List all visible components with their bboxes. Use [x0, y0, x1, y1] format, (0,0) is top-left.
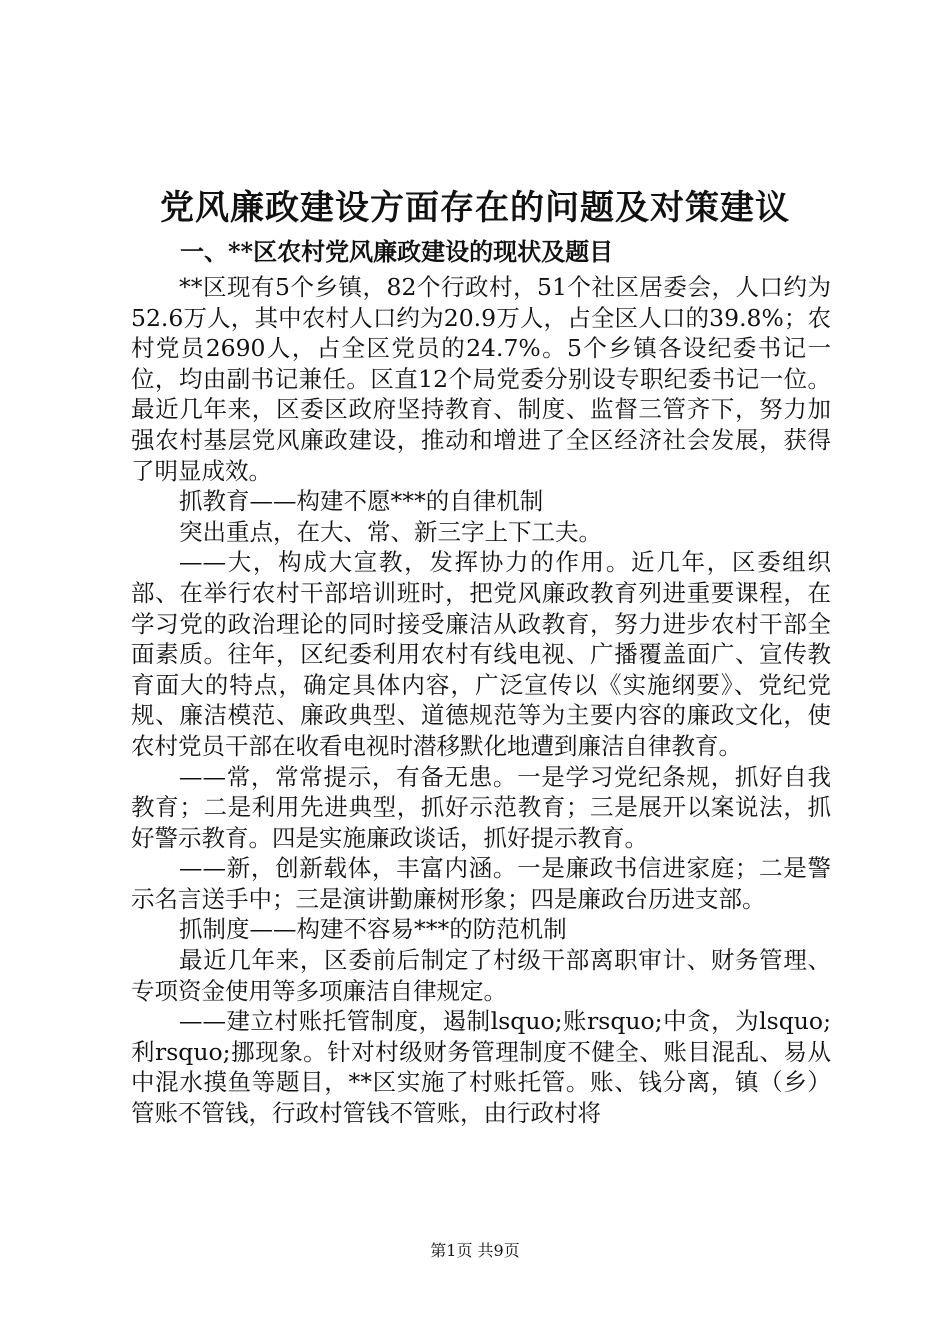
paragraph: ——大，构成大宣教，发挥协力的作用。近几年，区委组织部、在举行农村干部培训班时，把党风廉政教育列进重要课程，在学习党的政治理论的同时接受廉洁从政教育，努力进步农村干部全面素质。往年，区纪委利用农村有线电视、广播覆盖面广、宣传教育面大的特点，确定具体内容，广泛宣传以《实施纲要》、党纪党规、廉洁模范、廉政典型、道德规范等为主要内容的廉政文化，使农村党员干部在收看电视时潜移默化地遭到廉洁自律教育。 [131, 548, 831, 760]
paragraph: 抓制度——构建不容易***的防范机制 [179, 915, 567, 944]
paragraph: ——新，创新载体，丰富内涵。一是廉政书信进家庭；二是警示名言送手中；三是演讲勤廉树形象；四是廉政台历进支部。 [131, 854, 831, 913]
page-number-footer: 第1页 共9页 [430, 1241, 520, 1260]
paragraph: ——建立村账托管制度，遏制lsquo;账rsquo;中贪，为lsquo;利rsquo;挪现象。针对村级财务管理制度不健全、账目混乱、易从中混水摸鱼等题目，**区实施了村账托管。账、钱分离，镇（乡）管账不管钱，行政村管钱不管账，由行政村将 [131, 1007, 831, 1128]
paragraph: 最近几年来，区委前后制定了村级干部离职审计、财务管理、专项资金使用等多项廉洁自律规定。 [131, 946, 831, 1005]
document-body [131, 272, 831, 1129]
paragraph: 抓教育——构建不愿***的自律机制 [179, 487, 544, 516]
paragraph: 突出重点，在大、常、新三字上下工夫。 [179, 517, 602, 546]
paragraph: **区现有5个乡镇，82个行政村，51个社区居委会，人口约为52.6万人，其中农村人口约为20.9万人，占全区人口的39.8%；农村党员2690人，占全区党员的24.7%。5个乡镇各设纪委书记一位，均由副书记兼任。区直12个局党委分别设专职纪委书记一位。最近几年来，区委区政府坚持教育、制度、监督三管齐下，努力加强农村基层党风廉政建设，推动和增进了全区经济社会发展，获得了明显成效。 [131, 273, 831, 485]
section-heading: 一、**区农村党风廉政建设的现状及题目 [180, 237, 614, 266]
document-title: 党风廉政建设方面存在的问题及对策建议 [160, 188, 790, 228]
paragraph: ——常，常常提示，有备无患。一是学习党纪条规，抓好自我教育；二是利用先进典型，抓好示范教育；三是展开以案说法，抓好警示教育。四是实施廉政谈话，抓好提示教育。 [131, 762, 831, 852]
